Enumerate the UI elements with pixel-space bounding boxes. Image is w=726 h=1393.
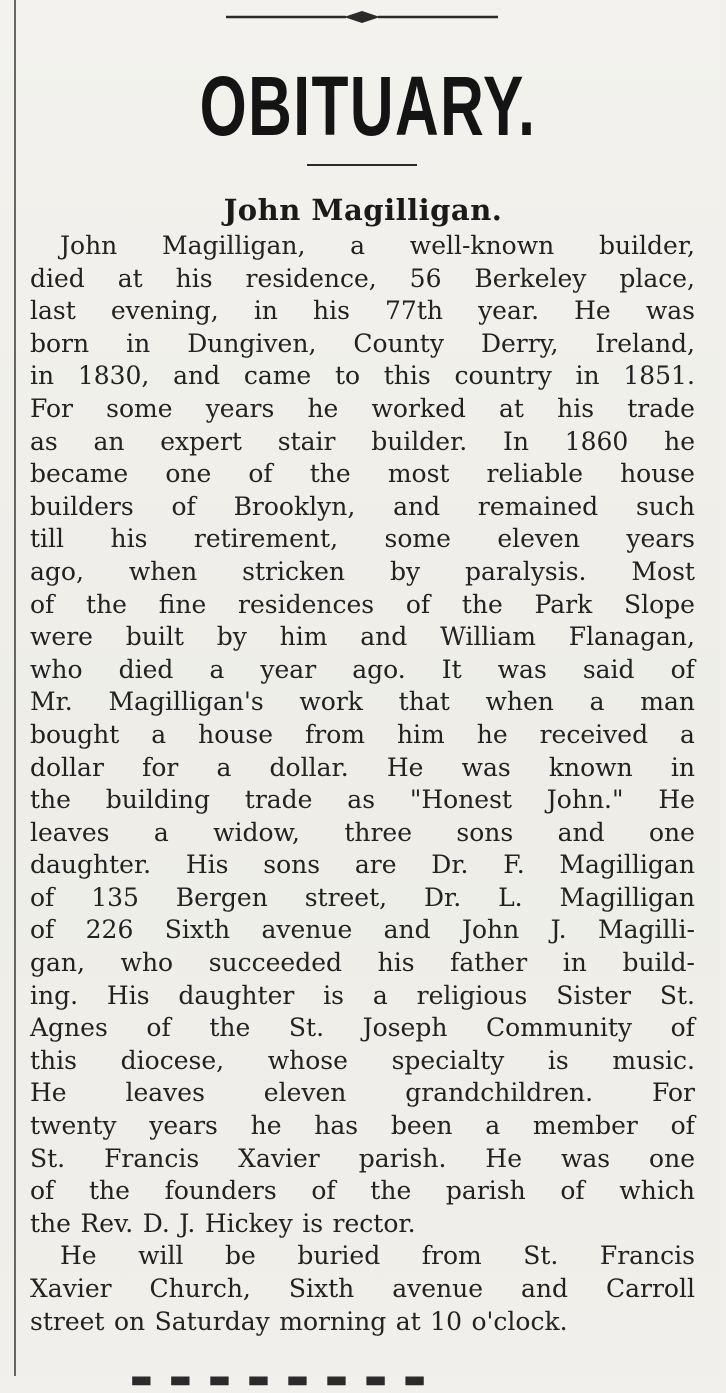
text-line: builders of Brooklyn, and remained such <box>30 491 695 521</box>
text-line: last evening, in his 77th year. He was <box>30 296 695 326</box>
text-line: gan, who succeeded his father in build- <box>30 948 695 978</box>
text-line: ago, when stricken by paralysis. Most <box>30 556 695 586</box>
heading-divider <box>307 164 417 166</box>
text-line: were built by him and William Flanagan, <box>30 622 695 652</box>
text-line: He leaves eleven grandchildren. For <box>30 1078 695 1108</box>
article-body <box>30 230 695 1338</box>
text-line: the building trade as "Honest John." He <box>30 785 695 815</box>
text-line: born in Dungiven, County Derry, Ireland, <box>30 328 695 358</box>
text-line: as an expert stair builder. In 1860 he <box>30 426 695 456</box>
text-line: Xavier Church, Sixth avenue and Carroll <box>30 1274 695 1303</box>
text-line: the Rev. D. J. Hickey is rector. <box>30 1208 416 1238</box>
text-line: ing. His daughter is a religious Sister St. <box>30 980 695 1010</box>
article-headline: John Magilligan. <box>223 193 503 227</box>
text-line: of the fine residences of the Park Slope <box>30 589 695 619</box>
text-line: twenty years he has been a member of <box>30 1111 695 1141</box>
text-line: John Magilligan, a well-known builder, <box>60 231 695 260</box>
text-line: St. Francis Xavier parish. He was one <box>30 1143 695 1173</box>
text-line: of the founders of the parish of which <box>30 1176 695 1206</box>
text-line: street on Saturday morning at 10 o'clock. <box>30 1306 568 1336</box>
text-line: died at his residence, 56 Berkeley place, <box>30 263 695 293</box>
text-line: Agnes of the St. Joseph Community of <box>30 1013 695 1043</box>
section-heading: OBITUARY. <box>199 59 537 153</box>
text-line: this diocese, whose specialty is music. <box>30 1045 695 1075</box>
text-line: bought a house from him he received a <box>30 719 695 749</box>
text-line: became one of the most reliable house <box>30 459 695 489</box>
text-line: till his retirement, some eleven years <box>30 524 695 554</box>
text-line: of 135 Bergen street, Dr. L. Magilligan <box>30 882 695 912</box>
text-line: who died a year ago. It was said of <box>30 654 695 684</box>
text-line: Mr. Magilligan's work that when a man <box>30 687 695 717</box>
text-line: leaves a widow, three sons and one <box>30 817 695 847</box>
text-line: dollar for a dollar. He was known in <box>30 752 695 782</box>
text-line: of 226 Sixth avenue and John J. Magilli- <box>30 915 695 945</box>
text-line: He will be buried from St. Francis <box>60 1241 695 1271</box>
text-line: daughter. His sons are Dr. F. Magilligan <box>30 850 695 880</box>
text-line: in 1830, and came to this country in 1851. <box>30 361 695 391</box>
ornamental-rule <box>226 10 498 24</box>
text-line: For some years he worked at his trade <box>30 393 695 423</box>
clipped-next-headline: ▬ ▬ ▬ ▬ ▬ ▬ ▬ ▬ <box>130 1364 430 1393</box>
